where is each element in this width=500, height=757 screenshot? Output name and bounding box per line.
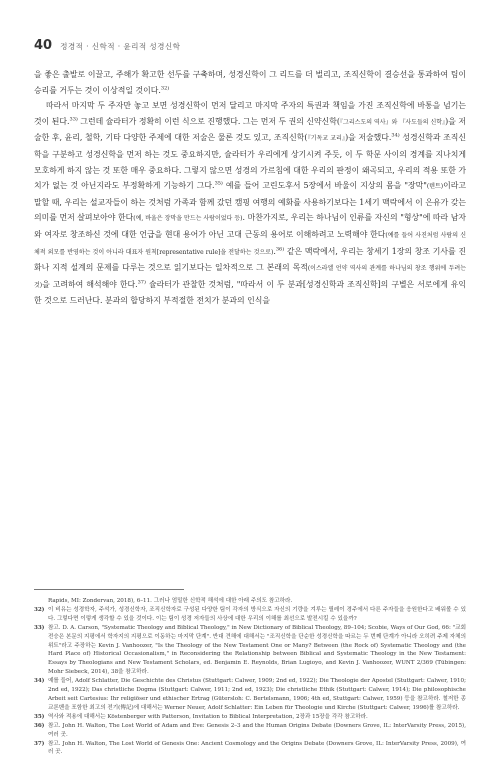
- footnote: [34, 722, 466, 740]
- paragraph-text: 을 고려하여 해석해야 한다.: [42, 280, 137, 289]
- footnote-number: 35): [34, 713, 48, 722]
- footnote-ref: 35): [215, 181, 223, 187]
- footnote: [34, 624, 466, 677]
- footnote-text: 참고. John H. Walton, The Lost World of Adam and Eve: Genesis 2–3 and the Human Origins Debate (Downers Grove, IL: InterVarsity Press, 2015), 여러 곳.: [48, 722, 466, 740]
- page-header: [34, 38, 466, 56]
- paragraph-text: 그런데 슐라터가 정확히 이런 식으로 진행했다. 그는 먼저 두 권의 신약신학(: [78, 117, 340, 126]
- paragraph-text: 같은 맥락에서, 우리는 창세기 1장의 창조 기사를 진화나 지적 설계의 문제를 다루는 것으로 읽기보다는 일차적으로 그 본래의 목적: [34, 247, 466, 273]
- inline-note: 『그리스도의 역사』와 『사도들의 신학』: [340, 119, 445, 126]
- paragraph-text: . 마찬가지로, 우리는 하나님이 인류를 자신의 "형상"에 따라 남자와 여자로 창조하신 것에 대한 언급을 현대 용어가 아닌 고대 근동의 용어로 이해하려고 노력해야 한다: [34, 213, 466, 239]
- inline-note: (텐트): [427, 183, 443, 190]
- footnote-text: 참고. D. A. Carson, "Systematic Theology and Biblical Theology," in New Dictionary of Biblical Theology, 89–104; Scobie, Ways of Our God, 66: "교회 전승은 본문의 지평에서 학자지의 지평으로 이동하는 마지막 단계". 반대 견해에 대해서는 "조직신학을 단순한 성경신학을 따르는 두 번째 단계가 아니라 오히려 주제 자체의 위트"라고 주장하는 Kevin J. Vanhoozer, "Is the Theology of the New Testament One or Many? Between (the Rock of) Systematic Theology and (the Hard Place of) Historical Occasionalism," in Reconsidering the Relationship between Biblical and Systematic Theology in the New Testament: Essays by Theologians and New Testament Scholars, ed. Benjamin E. Reynolds, Brian Lugioyo, and Kevin J. Vanhoozer, WUNT 2/369 (Tübingen: Mohr Siebeck, 2014), 38을 참고하라.: [48, 624, 466, 677]
- footnote-text: Rapids, MI: Zondervan, 2018), 6–11. 그러나 엄밀한 신학적 해석에 대한 아래 주의도 참고하라.: [48, 597, 466, 606]
- footnote-number: 36): [34, 722, 48, 740]
- footnote-number: 33): [34, 624, 48, 677]
- footnote: [34, 677, 466, 713]
- paragraph: [34, 98, 466, 309]
- footnote-ref: 33): [70, 116, 78, 122]
- footnote-ref: 32): [161, 85, 169, 91]
- inline-note: (이스라엘 언약 역사의 관계를 하나님의 창조 행위에 두려는 것): [34, 265, 466, 289]
- footnote-text: 이 비유는 성경학자, 주석가, 성경신학자, 조직신학자로 구성된 다양한 팀이 각자의 방식으로 자신의 기량을 겨루는 릴레이 경주에서 다른 주자들을 응원한다고 배워볼 수 있다. 그렇다면 이렇게 생각할 수 있을 것이다. 이는 팀이 성경 저자들의 사상에 대한 우리의 이해를 최선으로 발전시킬 수 있을까?: [48, 606, 466, 624]
- footnote: [34, 606, 466, 624]
- page-number: 40: [34, 38, 52, 53]
- paragraph-text: 성경신학과 조직신학을 구분하고 성경신학을 먼저 하는 것도 중요하지만, 슐라터가 우리에게 상기시켜 주듯, 이 두 학문 사이의 경계를 지나치게 모호하게 하지 않는 것 또한 매우 중요하다. 그렇지 않으면 성경의 가르침에 대한 우리의 판정이 왜곡되고, 우리의 적용 또한 가치가 없는 것 아닌지라도 부정확하게 기능하기 그다.: [34, 133, 466, 190]
- paragraph-text: 따라서 마지막 두 주자만 놓고 보면 성경신학이 먼저 달리고 마지막 주자의 특권과 책임을 가진 조직신학에 바통을 넘기는 것이 된다.: [34, 101, 466, 126]
- footnote-text: 예를 들어, Adolf Schlatter, Die Geschichte des Christus (Stuttgart: Calwer, 1909; 2nd ed, 1922); Die Theologie der Apostel (Stuttgart: Calwer, 1910; 2nd ed, 1922); Das christliche Dogma (Stuttgart: Calwer, 1911; 2nd ed, 1923); Die christliche Ethik (Stuttgart: Calwer, 1914); Die philosophische Arbeit seit Cartesius: Ihr religiöser und ethischer Ertrag (Gütersloh: C. Bertelsmann, 1906; 4th ed, Stuttgart: Calwer, 1959) 등을 참고하라. 철저한 종교론벤을 포함한 최고의 전기(傳記)에 대해서는 Werner Neuer, Adolf Schlatter: Ein Leben für Theologie und Kirche (Stuttgart: Calwer, 1996)를 참고하라.: [48, 677, 466, 713]
- footnote-text: 역사와 적용에 대해서는 Köstenberger with Patterson, Invitation to Biblical Interpretation, 2장과 15장을 각각 참고하라.: [48, 713, 466, 722]
- paragraph-text: )을 저술했다.: [345, 133, 391, 142]
- footnote-ref: 34): [391, 133, 399, 139]
- footnote-divider: [34, 589, 184, 590]
- footnote-number: 37): [34, 740, 48, 757]
- footnote-text: 참고. John H. Walton, The Lost World of Genesis One: Ancient Cosmology and the Origins Debate (Downers Grove, IL: InterVarsity Press, 2009), 여러 곳.: [48, 740, 466, 757]
- inline-note: (예, 바울은 장막을 만드는 사람이었다 등): [133, 215, 242, 222]
- paragraph-text: .: [273, 247, 276, 256]
- footnote-number: 32): [34, 606, 48, 624]
- running-title: 정경적 · 신학적 · 윤리적 성경신학: [60, 41, 180, 52]
- footnote-ref: 37): [138, 279, 146, 285]
- paragraph-text: 예를 들어 고린도후서 5장에서 바울이 지상의 몸을 "장막": [223, 181, 427, 190]
- paragraph: [34, 67, 466, 98]
- paragraph-text: 을 좋은 출발로 이끌고, 주해가 확고한 선두를 구축하며, 성경신학이 그 리드를 더 벌리고, 조직신학이 결승선을 통과하여 팀이 승리를 거두는 것이 이상적일 것이다.: [34, 70, 466, 95]
- paragraph-text: 이라고 말할 때, 우리는 설교자들이 하는 것처럼 가족과 함께 갔던 캠핑 여행의 예화를 사용하기보다는 1세기 맥락에서 이 은유가 갖는 의미를 먼저 살펴보아야 한다: [34, 181, 466, 222]
- inline-note: 『기독교 교리』: [308, 135, 346, 142]
- paragraph-text: 슐라터가 관찰한 것처럼, "따라서 이 두 분과[성경신학과 조직신학]의 구별은 서로에게 유익한 것으로 드러난다. 분과의 합당하지 부적절한 전치가 분과의 인식을: [34, 280, 466, 306]
- footnote: [34, 713, 466, 722]
- footnote: [34, 740, 466, 757]
- footnote-ref: 36): [276, 246, 284, 252]
- paragraph-text: )을 저술한 후, 윤리, 철학, 기타 다양한 주제에 대한 저술은 물론 것도 있고, 조직신학(: [34, 117, 466, 143]
- footnote: [34, 597, 466, 606]
- footnote-number: 34): [34, 677, 48, 713]
- inline-note: (예를 들어 사진처럼 사람의 신체적 외모를 반영하는 것이 아니라 대표자 원칙[representative rule]을 전달하는 것으로): [34, 232, 466, 256]
- footnotes: [34, 597, 466, 757]
- footnote-number: [34, 597, 48, 606]
- body-text: [34, 67, 466, 309]
